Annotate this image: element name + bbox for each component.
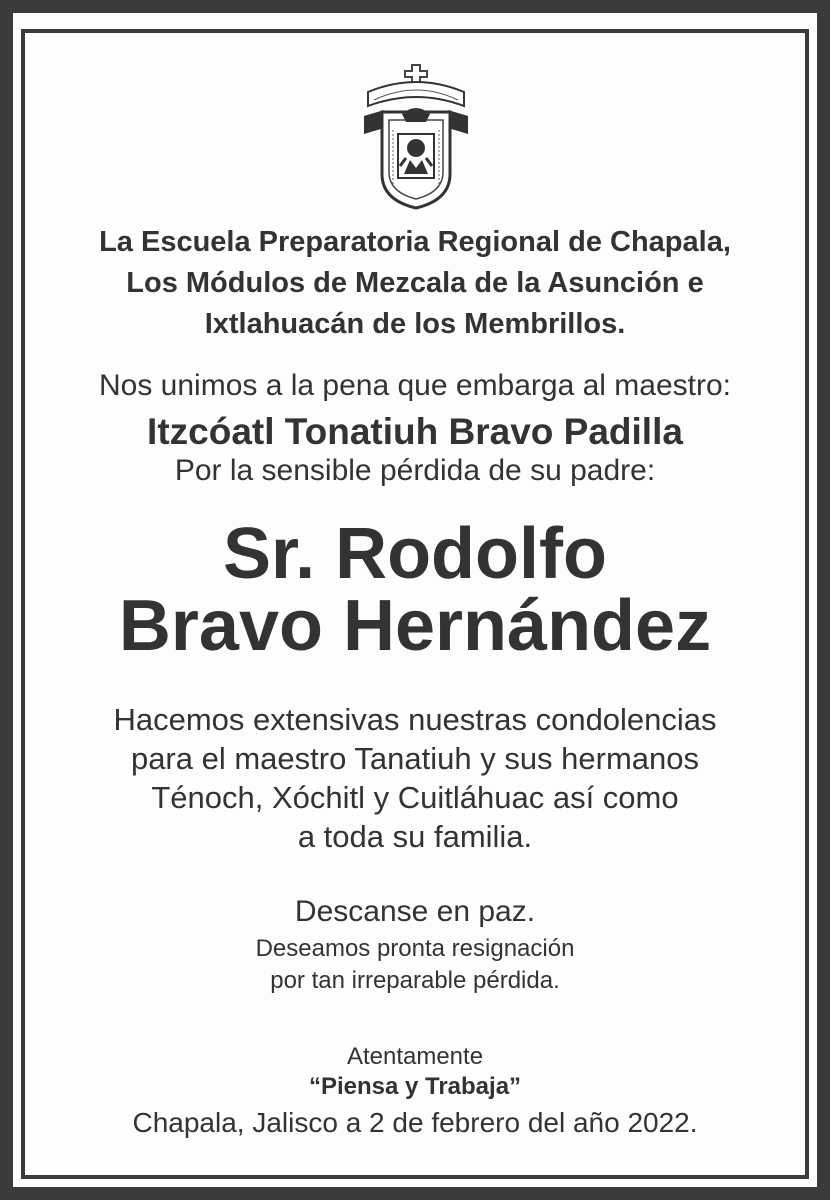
place-date-text: Chapala, Jalisco a 2 de febrero del año 2022. [132, 1107, 698, 1138]
university-coat-of-arms-icon [362, 62, 470, 212]
institution-line: Los Módulos de Mezcala de la Asunción e [126, 267, 704, 299]
condolences-line: a toda su familia. [297, 819, 533, 854]
rest-in-peace-text: Descanse en paz. [294, 895, 536, 928]
resignation-line: Deseamos pronta resignación [255, 935, 575, 962]
institution-line: La Escuela Preparatoria Regional de Chapala, [99, 226, 731, 258]
intro-text: Nos unimos a la pena que embarga al maestro: [98, 369, 732, 402]
condolences-line: para el maestro Tanatiuh y sus hermanos [130, 741, 700, 776]
institution-line: Ixtlahuacán de los Membrillos. [204, 308, 626, 340]
closing-text: Atentamente [346, 1043, 484, 1070]
loss-text: Por la sensible pérdida de su padre: [174, 454, 656, 487]
institutions-heading [20, 222, 810, 345]
deceased-name [20, 514, 810, 666]
condolences-line: Hacemos extensivas nuestras condolencias [113, 702, 717, 737]
deceased-name-line: Sr. Rodolfo [223, 514, 607, 594]
motto-text: “Piensa y Trabaja” [308, 1073, 522, 1100]
condolences-paragraph [20, 700, 810, 856]
teacher-name: Itzcóatl Tonatiuh Bravo Padilla [147, 411, 683, 452]
condolences-line: Ténoch, Xóchitl y Cuitláhuac así como [151, 780, 679, 815]
deceased-name-line: Bravo Hernández [118, 586, 712, 666]
resignation-paragraph [20, 933, 810, 997]
resignation-line: por tan irreparable pérdida. [270, 967, 560, 994]
